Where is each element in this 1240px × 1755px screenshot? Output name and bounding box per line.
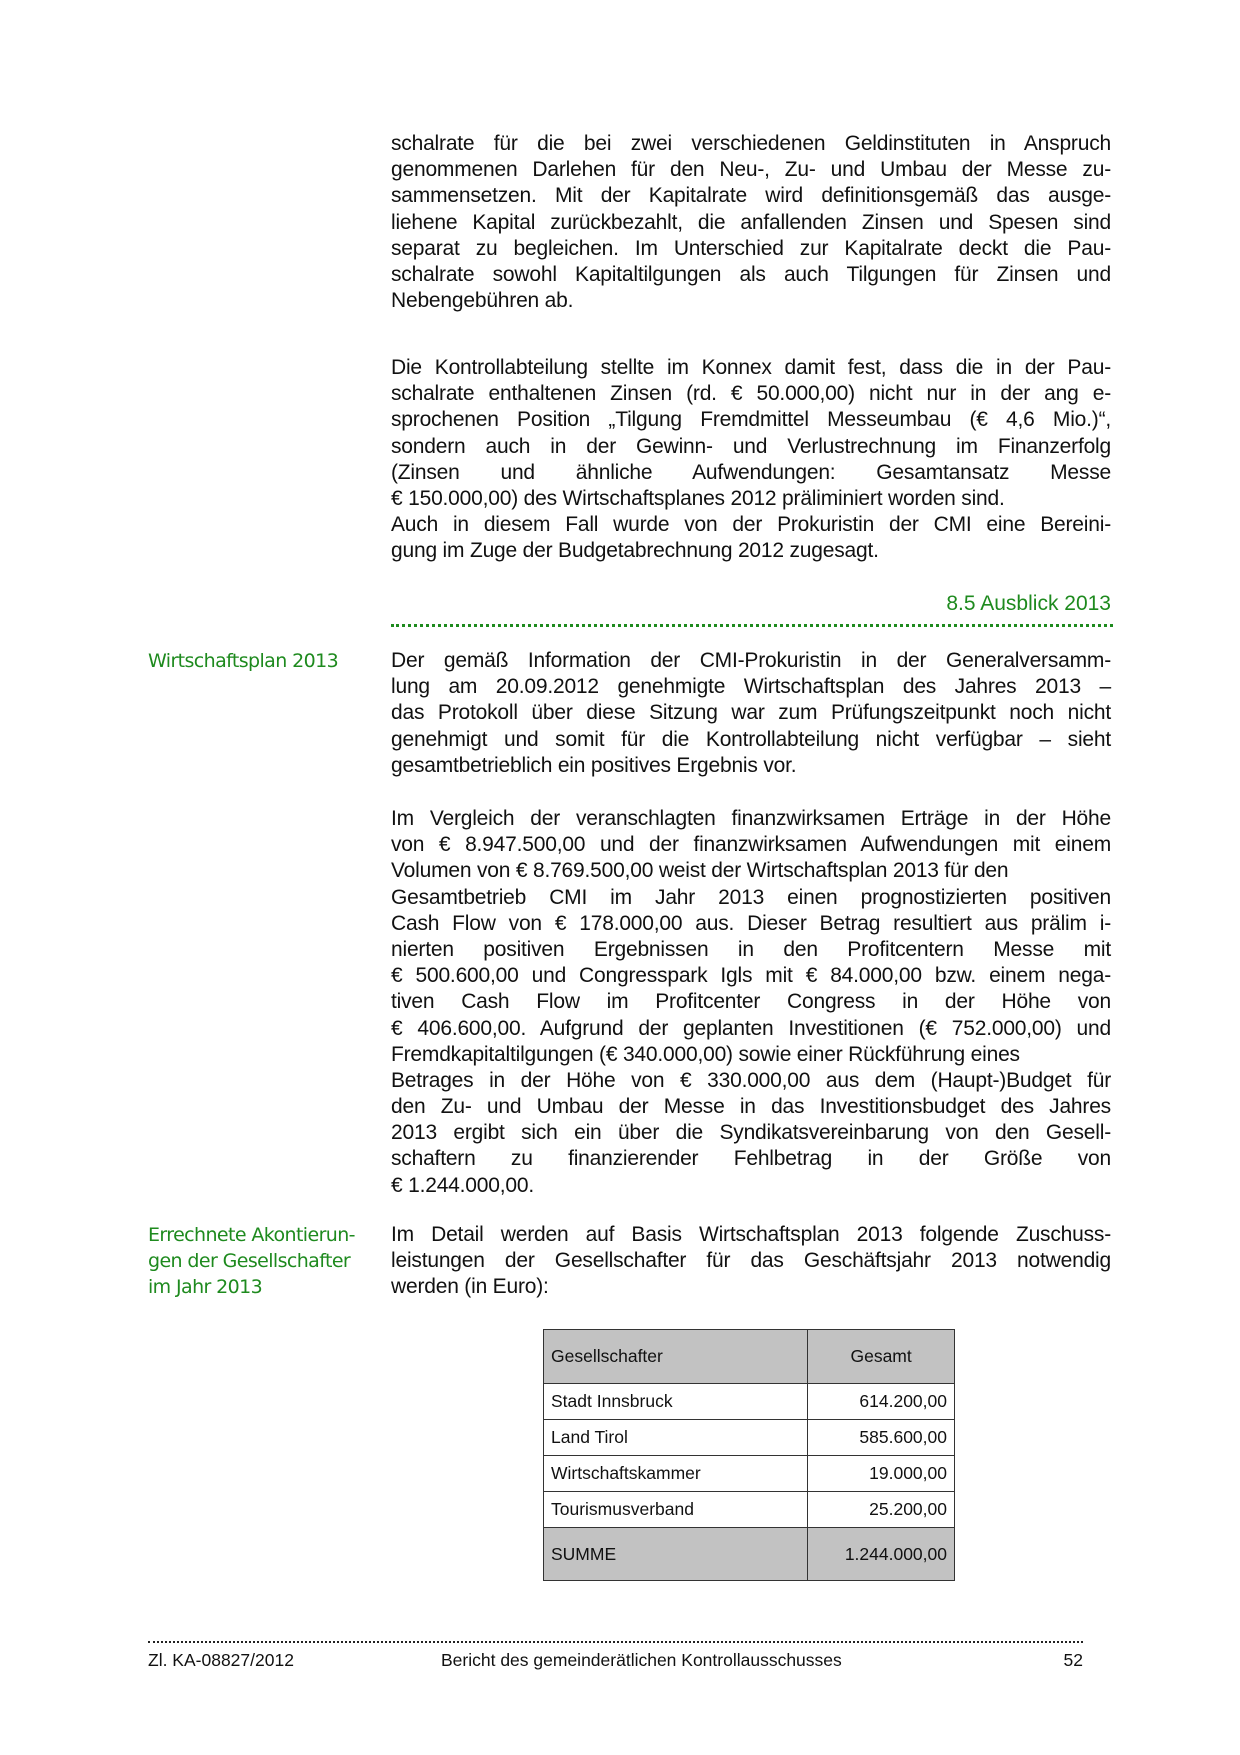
margin-note-akontierungen [148, 1222, 358, 1300]
table-row [544, 1456, 955, 1492]
table-row [544, 1420, 955, 1456]
text-line: Auch in diesem Fall wurde von der Prokuristin der CMI eine Bereini- [391, 513, 1111, 537]
text-line: € 150.000,00) des Wirtschaftsplanes 2012 präliminiert worden sind. [391, 486, 1005, 510]
text-line: Betrages in der Höhe von € 330.000,00 aus dem (Haupt-)Budget für [391, 1068, 1111, 1092]
text-line: von € 8.947.500,00 und der finanzwirksamen Aufwendungen mit einem [391, 833, 1111, 857]
text-line: lung am 20.09.2012 genehmigte Wirtschaftsplan des Jahres 2013 – [391, 675, 1111, 699]
cell-gesamt: 614.200,00 [808, 1384, 955, 1420]
table-row [544, 1384, 955, 1420]
text-line: Im Detail werden auf Basis Wirtschaftsplan 2013 folgende Zuschuss- [391, 1223, 1111, 1246]
cell-gesellschafter: Stadt Innsbruck [544, 1384, 808, 1420]
cell-gesellschafter: Land Tirol [544, 1420, 808, 1456]
table-total-row [544, 1528, 955, 1581]
text-line: separat zu begleichen. Im Unterschied zur Kapitalrate deckt die Pau- [391, 236, 1111, 260]
text-line: werden (in Euro): [391, 1275, 549, 1299]
text-line: den Zu- und Umbau der Messe in das Investitionsbudget des Jahres [391, 1095, 1111, 1119]
text-line: schalrate für die bei zwei verschiedenen Geldinstituten in Anspruch [391, 132, 1111, 155]
text-line: Im Vergleich der veranschlagten finanzwirksamen Erträge in der Höhe [391, 807, 1111, 830]
text-line: Gesamtbetrieb CMI im Jahr 2013 einen prognostizierten positiven [391, 885, 1111, 909]
text-line: 2013 ergibt sich ein über die Syndikatsvereinbarung von den Gesell- [391, 1121, 1111, 1145]
text-line: Die Kontrollabteilung stellte im Konnex damit fest, dass die in der Pau- [391, 356, 1111, 379]
text-line: gesamtbetrieblich ein positives Ergebnis vor. [391, 753, 797, 777]
text-line: € 1.244.000,00. [391, 1173, 534, 1197]
footer-title: Bericht des gemeinderätlichen Kontrollausschusses [441, 1650, 842, 1670]
text-line: gung im Zuge der Budgetabrechnung 2012 zugesagt. [391, 539, 879, 563]
section-heading: 8.5 Ausblick 2013 [946, 592, 1111, 615]
text-line: Cash Flow von € 178.000,00 aus. Dieser Betrag resultiert aus prälim i- [391, 911, 1111, 935]
paragraph-kontrollabteilung-zinsen [391, 355, 1111, 565]
text-line: (Zinsen und ähnliche Aufwendungen: Gesamtansatz Messe [391, 460, 1111, 484]
text-line: leistungen der Gesellschafter für das Geschäftsjahr 2013 notwendig [391, 1249, 1111, 1273]
column-header-gesamt: Gesamt [808, 1330, 955, 1384]
text-line: schaftern zu finanzierender Fehlbetrag in der Größe von [391, 1147, 1111, 1171]
text-line: das Protokoll über diese Sitzung war zum Prüfungszeitpunkt noch nicht [391, 701, 1111, 725]
cell-total-label: SUMME [544, 1528, 808, 1581]
cell-gesamt: 25.200,00 [808, 1492, 955, 1528]
table-header-row [544, 1330, 955, 1384]
column-header-gesellschafter: Gesellschafter [544, 1330, 808, 1384]
text-line: Nebengebühren ab. [391, 289, 574, 313]
cell-total-value: 1.244.000,00 [808, 1528, 955, 1581]
text-line: schalrate enthaltenen Zinsen (rd. € 50.000,00) nicht nur in der ang e- [391, 382, 1111, 406]
text-line: € 406.600,00. Aufgrund der geplanten Investitionen (€ 752.000,00) und [391, 1016, 1111, 1040]
text-line: genommenen Darlehen für den Neu-, Zu- und Umbau der Messe zu- [391, 158, 1111, 182]
page-number: 52 [1063, 1650, 1083, 1670]
text-line: € 500.600,00 und Congresspark Igls mit € 84.000,00 bzw. einem nega- [391, 964, 1111, 988]
text-line: sprochenen Position „Tilgung Fremdmittel Messeumbau (€ 4,6 Mio.)“, [391, 408, 1111, 432]
section-dotted-rule [391, 624, 1113, 627]
text-line: Fremdkapitaltilgungen (€ 340.000,00) sowie einer Rückführung eines [391, 1042, 1020, 1066]
cell-gesamt: 19.000,00 [808, 1456, 955, 1492]
text-line: Der gemäß Information der CMI-Prokuristin in der Generalversamm- [391, 649, 1111, 672]
gesellschafter-contributions-table [543, 1329, 955, 1581]
text-line: schalrate sowohl Kapitaltilgungen als auch Tilgungen für Zinsen und [391, 262, 1111, 286]
text-line: liehene Kapital zurückbezahlt, die anfallenden Zinsen und Spesen sind [391, 210, 1111, 234]
margin-note-line: gen der Gesellschafter [148, 1250, 351, 1272]
footer-reference: Zl. KA-08827/2012 [148, 1650, 294, 1670]
margin-note-line: Wirtschaftsplan 2013 [148, 650, 339, 672]
text-line: Volumen von € 8.769.500,00 weist der Wirtschaftsplan 2013 für den [391, 859, 1009, 883]
table-row [544, 1492, 955, 1528]
margin-note-line: im Jahr 2013 [148, 1276, 263, 1298]
paragraph-zuschussleistungen [391, 1222, 1111, 1301]
margin-note-wirtschaftsplan [148, 648, 358, 674]
text-line: tiven Cash Flow im Profitcenter Congress in der Höhe von [391, 990, 1111, 1014]
paragraph-wirtschaftsplan-2013 [391, 648, 1111, 779]
text-line: sammensetzen. Mit der Kapitalrate wird definitionsgemäß das ausge- [391, 184, 1111, 208]
margin-note-line: Errechnete Akontierun- [148, 1224, 355, 1246]
text-line: nierten positiven Ergebnissen in den Profitcentern Messe mit [391, 937, 1111, 961]
text-line: sondern auch in der Gewinn- und Verlustrechnung im Finanzerfolg [391, 434, 1111, 458]
footer-dotted-rule [148, 1641, 1083, 1643]
cell-gesamt: 585.600,00 [808, 1420, 955, 1456]
paragraph-pauschalrate [391, 131, 1111, 314]
cell-gesellschafter: Wirtschaftskammer [544, 1456, 808, 1492]
text-line: genehmigt und somit für die Kontrollabteilung nicht verfügbar – sieht [391, 727, 1111, 751]
cell-gesellschafter: Tourismusverband [544, 1492, 808, 1528]
paragraph-cash-flow [391, 806, 1111, 1199]
